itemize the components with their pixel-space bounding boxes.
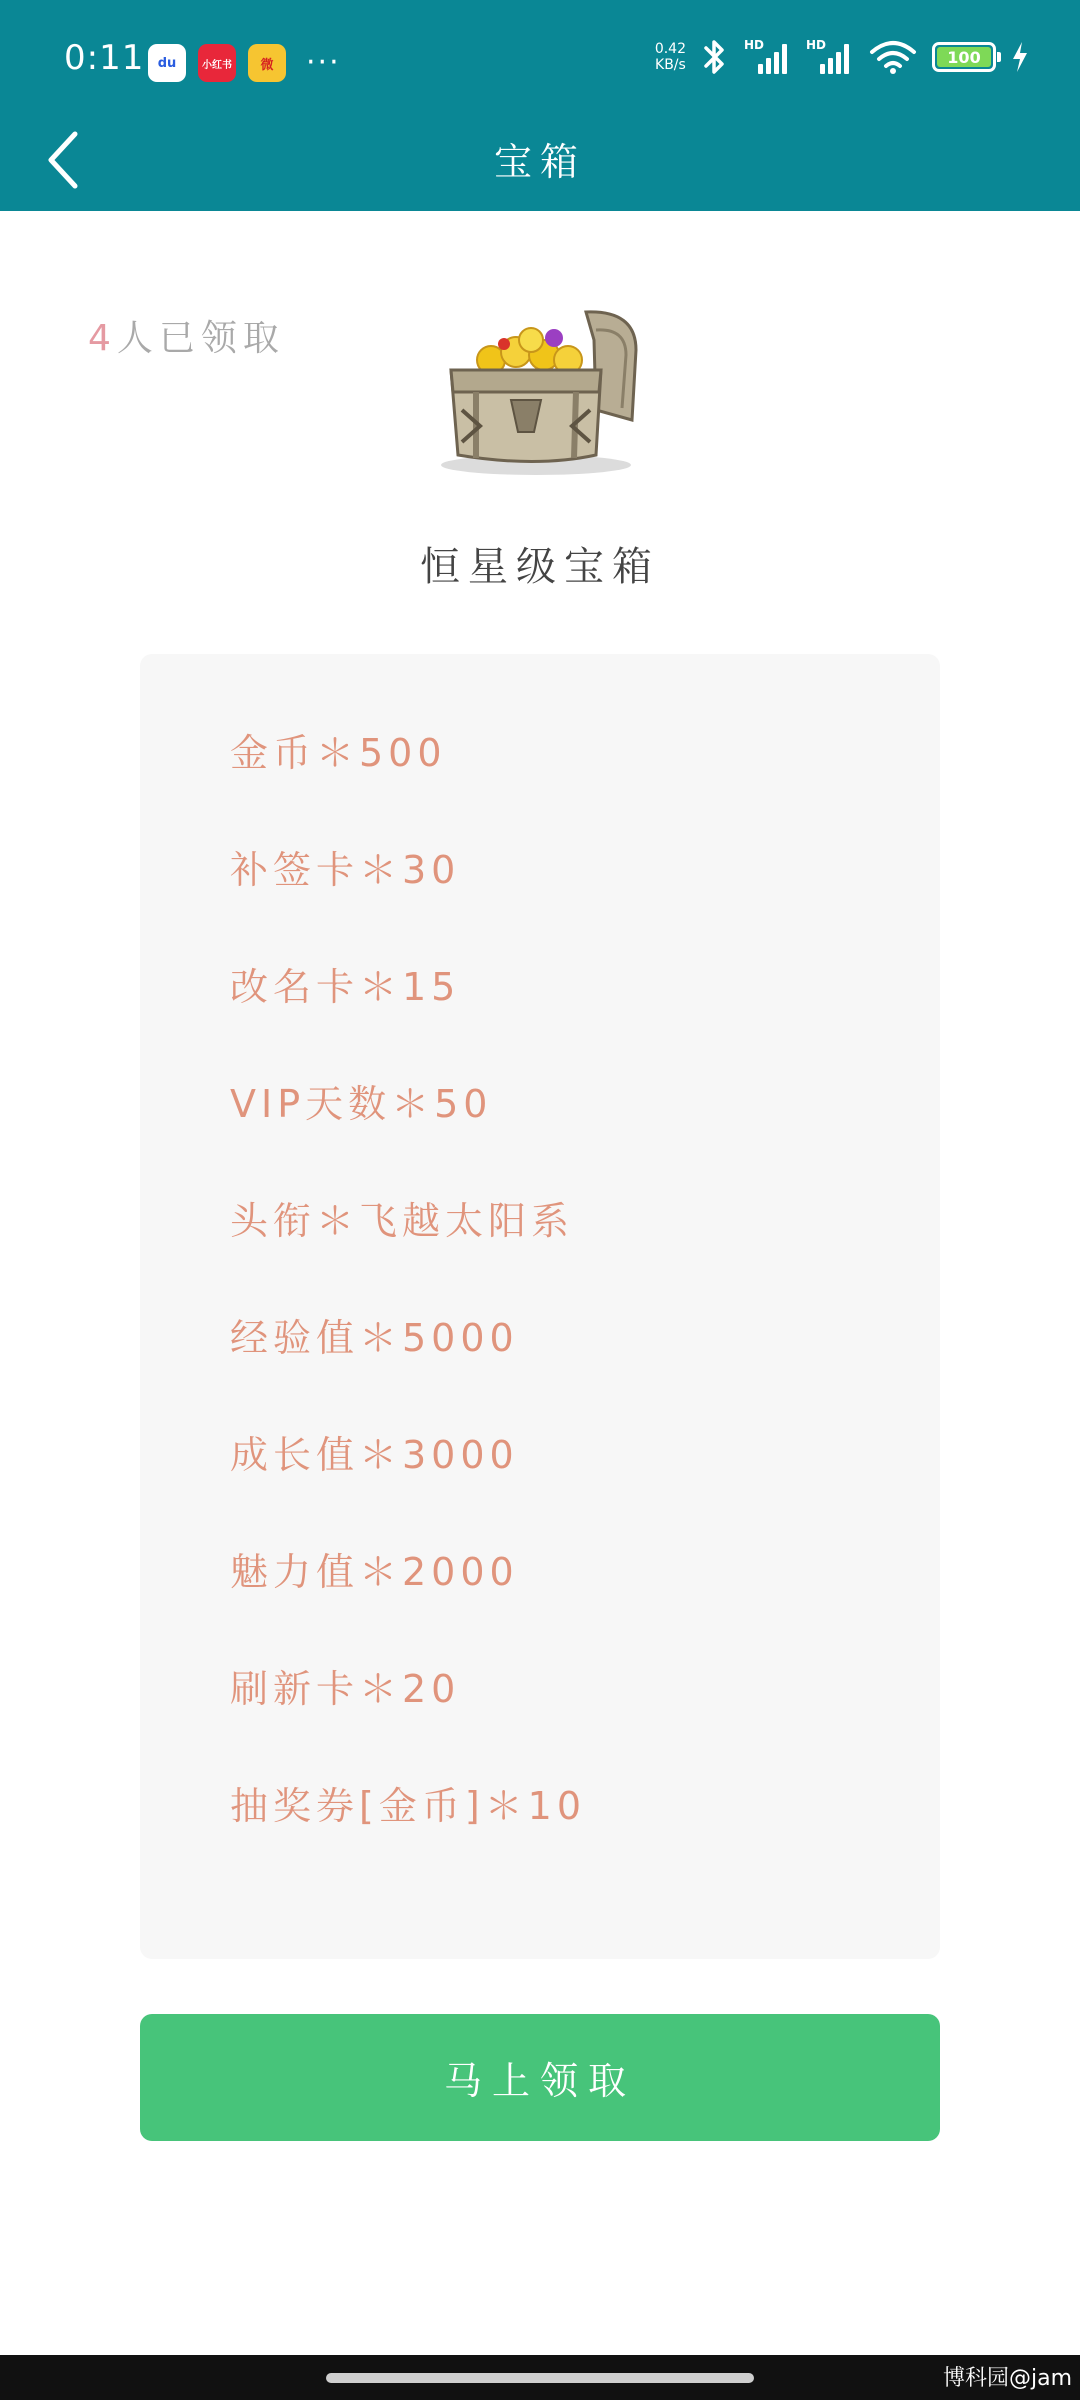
status-time: 0:11 [64,38,145,78]
navigation-bar [0,2355,1080,2400]
wifi-icon [868,38,918,76]
reward-item-coins: 金币＊500 [230,731,447,775]
reward-item-title: 头衔＊飞越太阳系 [230,1199,575,1243]
reward-item-refresh-card: 刷新卡＊20 [230,1667,461,1711]
status-bar [0,0,1080,125]
baidu-app-icon: du [148,44,186,82]
bluetooth-icon [700,38,730,76]
signal-1-hd: HD [744,38,765,52]
battery-level: 100 [937,47,991,67]
reward-item-rename-card: 改名卡＊15 [230,965,461,1009]
network-speed-value: 0.42 [654,41,686,57]
weibo-app-icon: 微 [248,44,286,82]
chest-name: 恒星级宝箱 [420,544,660,590]
home-indicator[interactable] [326,2373,754,2383]
reward-item-lottery-ticket: 抽奖券[金币]＊10 [230,1784,587,1828]
reward-list [230,724,586,1894]
page-title: 宝箱 [493,140,586,184]
claim-now-button[interactable]: 马上领取 [140,2014,940,2141]
reward-item-makeup-card: 补签卡＊30 [230,848,461,892]
claimed-count-number: 4 [88,318,117,359]
charging-icon [1010,40,1030,74]
signal-2-icon [806,40,854,74]
reward-item-charm: 魅力值＊2000 [230,1550,519,1594]
network-speed [655,41,686,73]
reward-card [140,654,940,1959]
signal-1-icon [744,40,792,74]
notification-icons [148,44,341,82]
treasure-chest-icon [436,300,646,480]
signal-2-hd: HD [806,38,827,52]
reward-item-growth: 成长值＊3000 [230,1433,519,1477]
reward-item-vip-days: VIP天数＊50 [230,1082,493,1126]
reward-item-experience: 经验值＊5000 [230,1316,519,1360]
claimed-count-label: 人已领取 [116,318,285,359]
title-bar [0,125,1080,211]
battery-icon [932,42,996,72]
more-notifications-icon: ··· [306,45,341,80]
claimed-count [88,310,285,361]
status-indicators [655,38,1030,76]
app-header [0,0,1080,211]
network-speed-unit: KB/s [655,57,686,73]
xiaohongshu-app-icon: 小红书 [198,44,236,82]
watermark: 博科园@jam [942,2366,1072,2391]
